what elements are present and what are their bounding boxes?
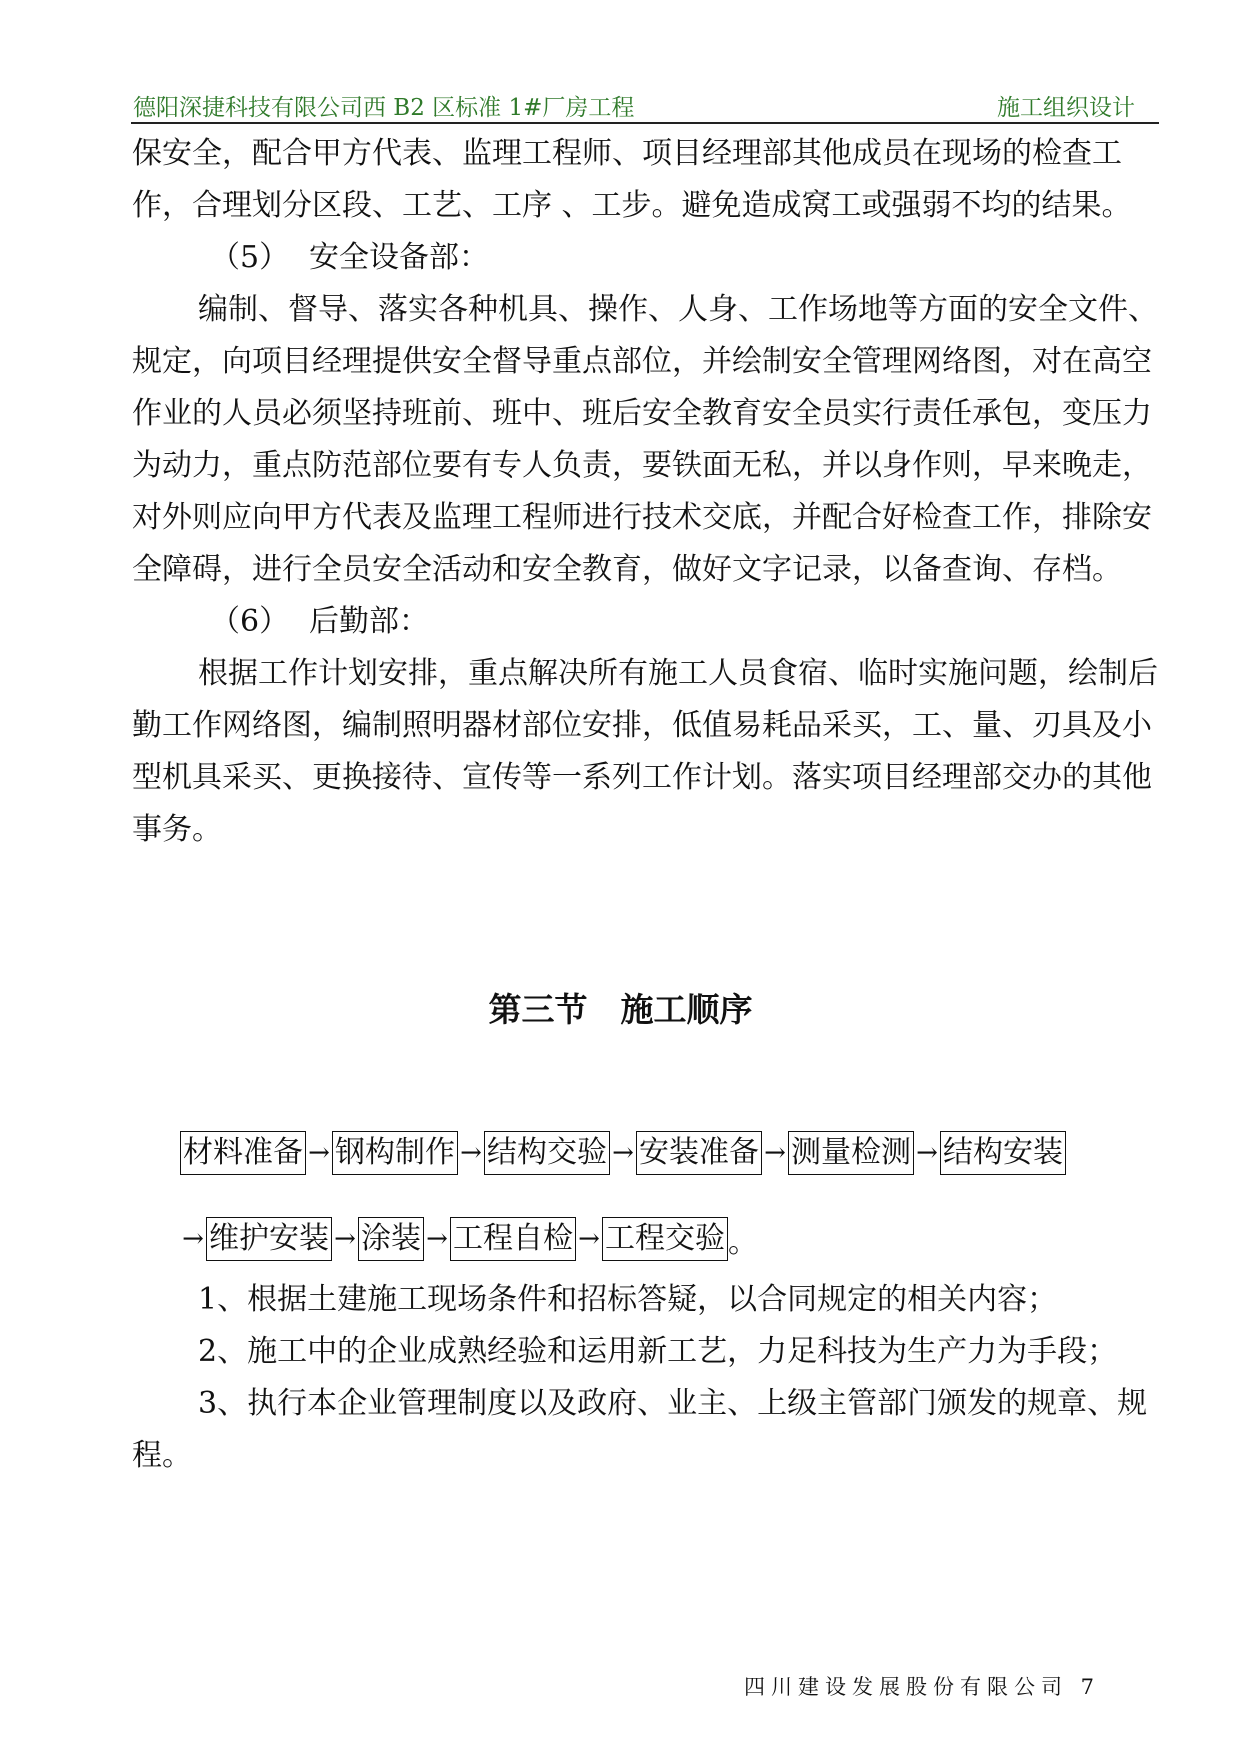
order-list [132,1274,1172,1482]
flow-step-box: 涂装 [358,1217,424,1261]
list-item-3: 3、执行本企业管理制度以及政府、业主、上级主管部门颁发的规章、规程。 [132,1386,1148,1473]
item-6-number: （6） [210,604,290,639]
list-item-2: 2、施工中的企业成熟经验和运用新工艺，力足科技为生产力为手段； [198,1334,1118,1369]
flow-arrow: → [460,1138,482,1168]
flow-step-box: 工程自检 [450,1217,576,1261]
item-5-number: （5） [210,240,290,275]
flow-arrow: → [612,1138,634,1168]
paragraph-continuation: 保安全，配合甲方代表、监理工程师、项目经理部其他成员在现场的检查工作，合理划分区段、工艺、工序 、工步。避免造成窝工或强弱不均的结果。 [132,136,1132,223]
page-footer: 四川建设发展股份有限公司 7 [744,1675,1101,1699]
flow-step-box: 结构交验 [484,1131,610,1175]
flow-step-box: 测量检测 [788,1131,914,1175]
flow-row-2 [180,1216,758,1262]
page-header [131,86,1159,124]
flow-step-box: 安装准备 [636,1131,762,1175]
flow-arrow: → [182,1224,204,1254]
header-document-type: 施工组织设计 [997,95,1135,121]
body-text [132,128,1172,856]
flow-arrow: → [334,1224,356,1254]
flow-arrow: → [308,1138,330,1168]
flow-step-box: 工程交验 [602,1217,728,1261]
flow-arrow: → [426,1224,448,1254]
item-5-title: 安全设备部： [309,240,489,275]
flow-arrow: → [764,1138,786,1168]
item-5-heading [132,232,1172,284]
flow-arrow: → [916,1138,938,1168]
item-6-title: 后勤部： [309,604,429,639]
header-project-title: 德阳深捷科技有限公司西 B2 区标准 1#厂房工程 [133,95,635,121]
flow-step-box: 材料准备 [180,1131,306,1175]
section-title: 第三节 施工顺序 [488,990,753,1029]
flow-step-box: 钢构制作 [332,1131,458,1175]
paragraph-logistics-dept: 根据工作计划安排，重点解决所有施工人员食宿、临时实施问题，绘制后勤工作网络图，编制照明器材部位安排，低值易耗品采买，工、量、刃具及小型机具采买、更换接待、宣传等一系列工作计划。落实项目经理部交办的其他事务。 [132,656,1158,847]
flow-step-box: 结构安装 [940,1131,1066,1175]
flow-step-box: 维护安装 [206,1217,332,1261]
flow-end-period: 。 [728,1225,758,1260]
flow-row-1 [180,1130,1066,1176]
paragraph-safety-dept: 编制、督导、落实各种机具、操作、人身、工作场地等方面的安全文件、规定，向项目经理提供安全督导重点部位，并绘制安全管理网络图，对在高空作业的人员必须坚持班前、班中、班后安全教育安全员实行责任承包，变压力为动力，重点防范部位要有专人负责，要铁面无私，并以身作则，早来晚走，对外则应向甲方代表及监理工程师进行技术交底，并配合好检查工作，排除安全障碍，进行全员安全活动和安全教育，做好文字记录，以备查询、存档。 [132,292,1158,587]
flow-arrow: → [578,1224,600,1254]
item-6-heading [132,596,1172,648]
list-item-1: 1、根据土建施工现场条件和招标答疑，以合同规定的相关内容； [198,1282,1058,1317]
